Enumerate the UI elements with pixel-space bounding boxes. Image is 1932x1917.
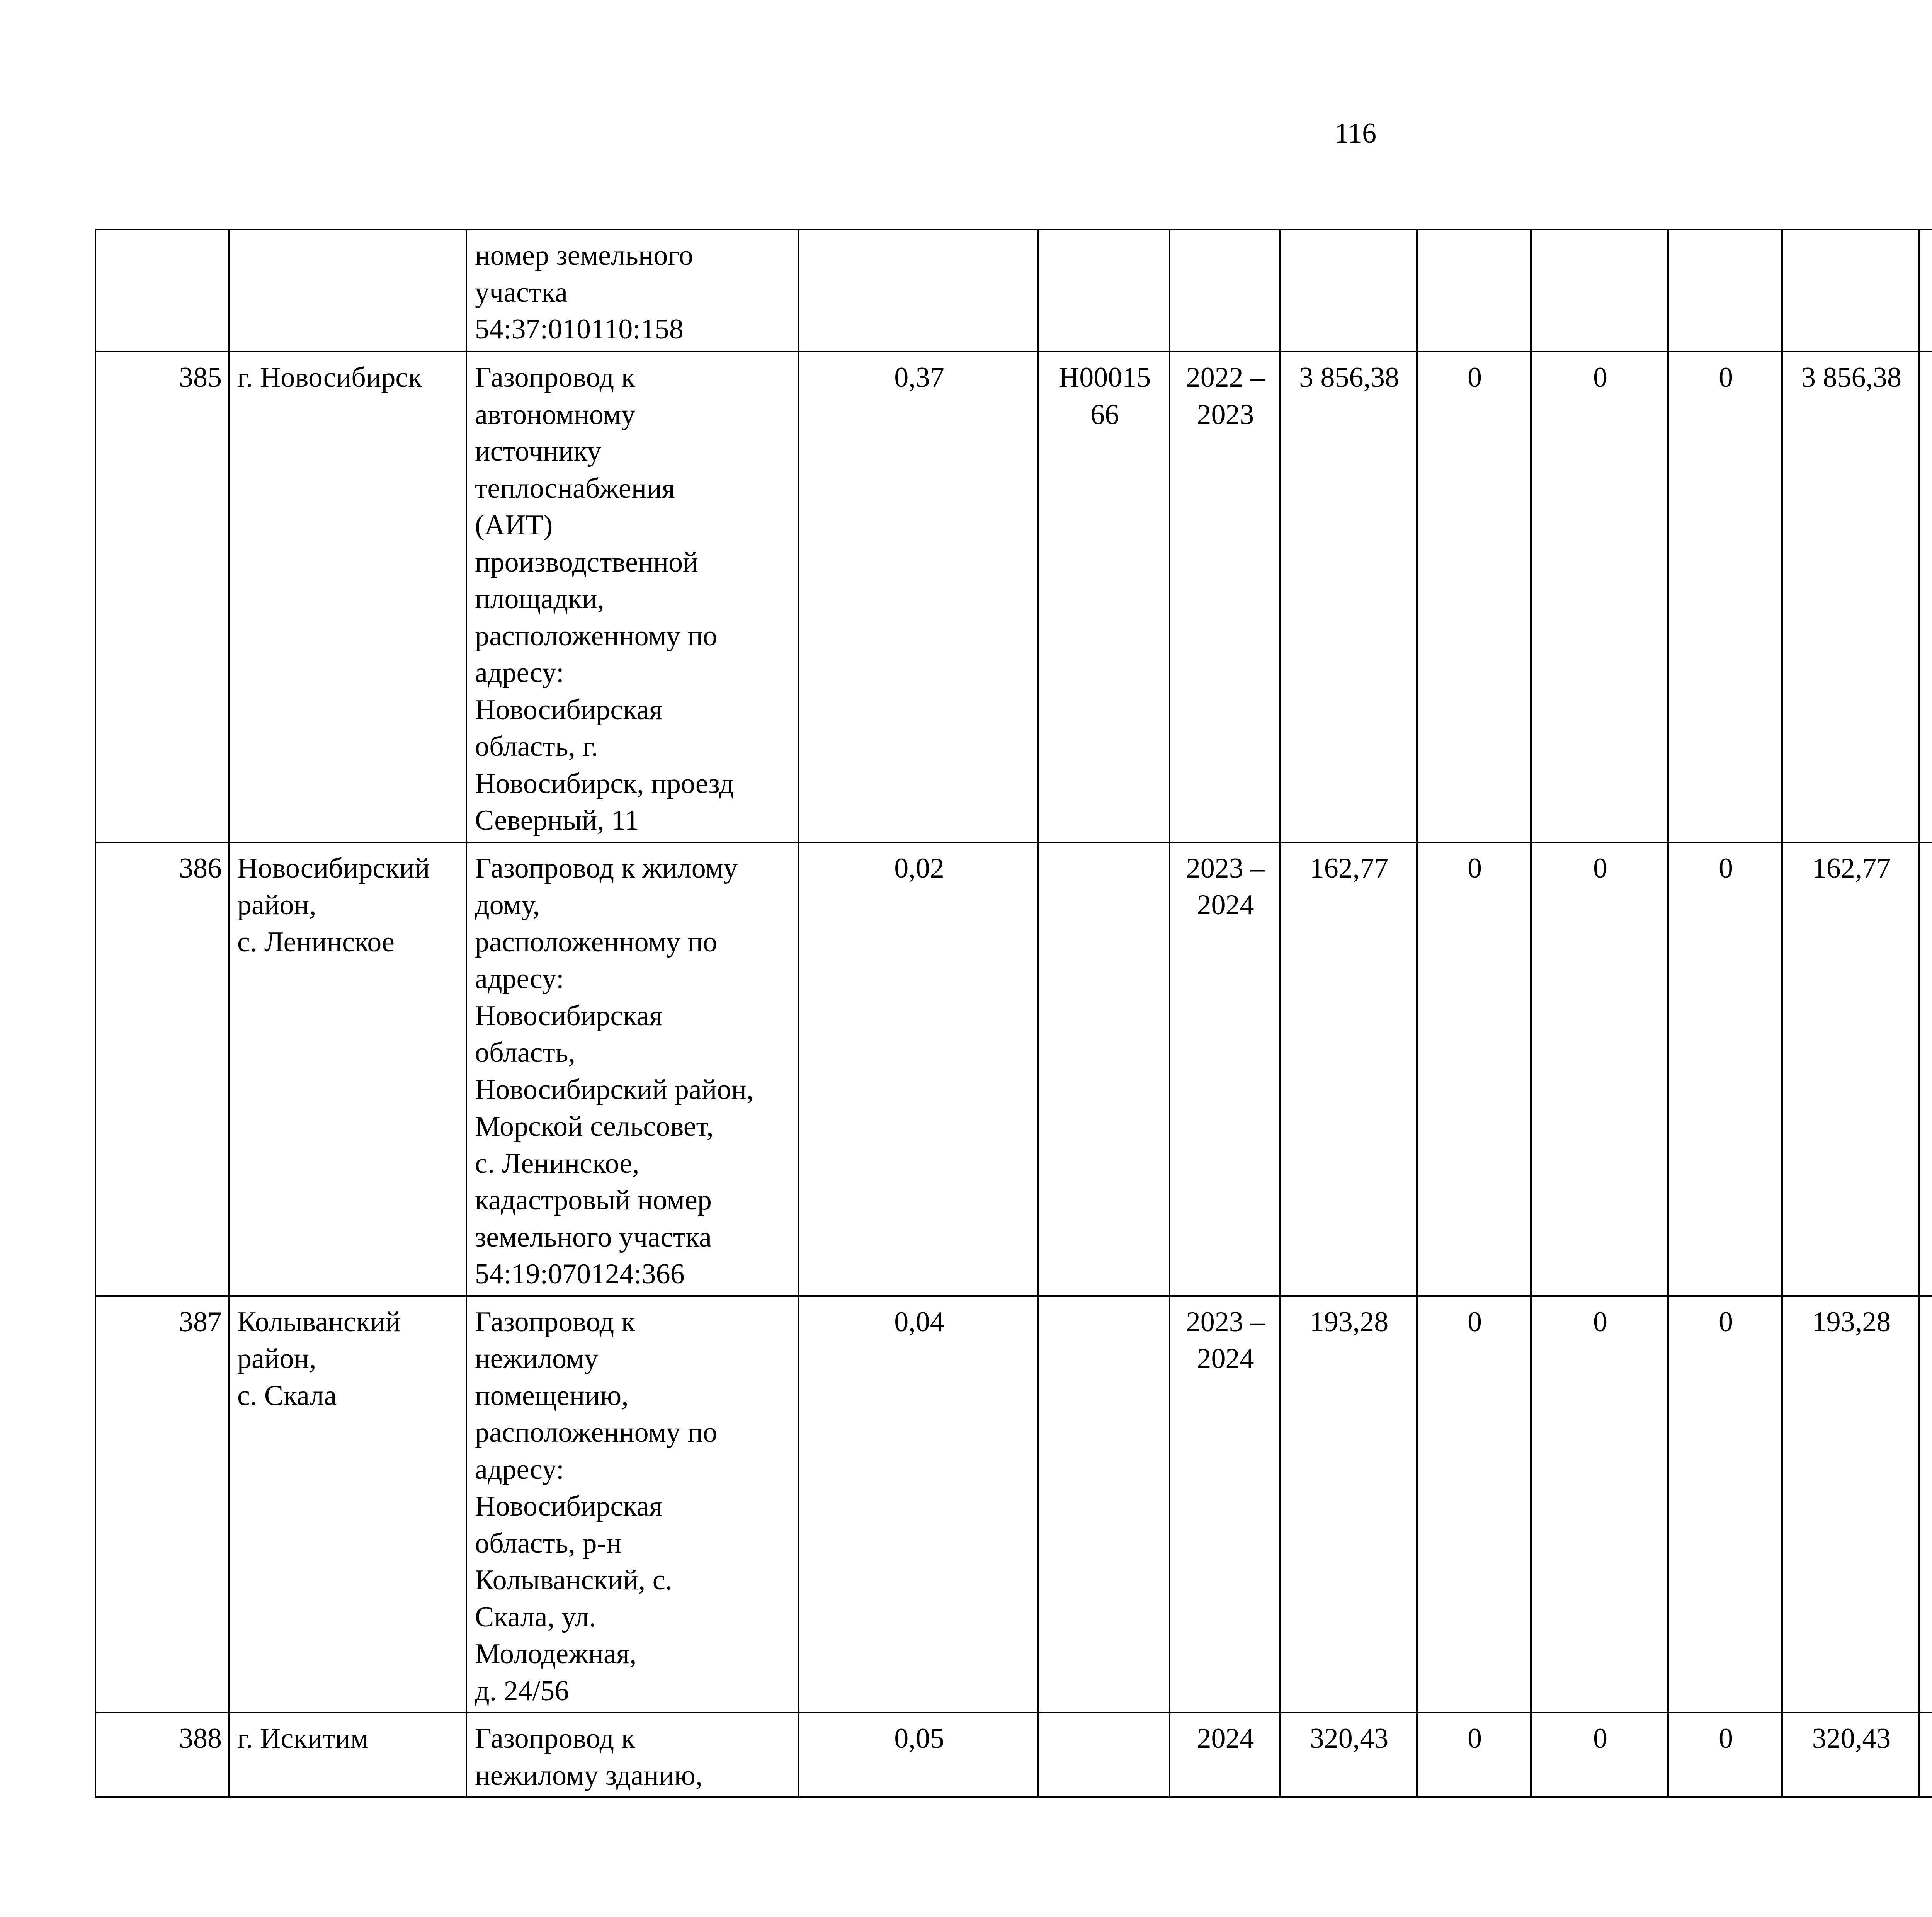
- cell-total: 162,77: [1280, 842, 1417, 1296]
- cell-code: [1038, 1713, 1170, 1797]
- cell-value-4: 193,28: [1782, 1296, 1919, 1713]
- cell-total: [1280, 230, 1417, 352]
- cell-value-2: 0: [1531, 1713, 1668, 1797]
- cell-years: 2023 – 2024: [1170, 1296, 1280, 1713]
- cell-value-3: 0: [1668, 1713, 1782, 1797]
- cell-number: 387: [95, 1296, 229, 1713]
- cell-value-1: 0: [1417, 1296, 1531, 1713]
- cell-length: 0,37: [799, 352, 1038, 842]
- cell-value-3: 0: [1668, 842, 1782, 1296]
- cell-total: 193,28: [1280, 1296, 1417, 1713]
- cell-length: 0,05: [799, 1713, 1038, 1797]
- cell-location: г. Искитим: [229, 1713, 466, 1797]
- cell-value-3: [1668, 230, 1782, 352]
- cell-value-2: 0: [1531, 1296, 1668, 1713]
- cell-value-1: 0: [1417, 352, 1531, 842]
- cell-description: Газопровод к жилому дому, расположенному по адресу: Новосибирская область, Новосибирский район, Морской сельсовет, с. Ленинское, кадастровый номер земельного участка 54:19:070124:366: [466, 842, 799, 1296]
- cell-description: Газопровод к нежилому зданию,: [466, 1713, 799, 1797]
- cell-number: 388: [95, 1713, 229, 1797]
- cell-organization: [1919, 230, 1932, 352]
- cell-organization: [1919, 1713, 1932, 1797]
- cell-description: Газопровод к автономному источнику теплоснабжения (АИТ) производственной площадки, расположенному по адресу: Новосибирская область, г. Новосибирск, проезд Северный, 11: [466, 352, 799, 842]
- cell-years: 2023 – 2024: [1170, 842, 1280, 1296]
- cell-number: 386: [95, 842, 229, 1296]
- table-row: [95, 1713, 1932, 1797]
- cell-years: [1170, 230, 1280, 352]
- table-row: [95, 1296, 1932, 1713]
- cell-description: номер земельного участка 54:37:010110:158: [466, 230, 799, 352]
- cell-total: 320,43: [1280, 1713, 1417, 1797]
- cell-code: [1038, 1296, 1170, 1713]
- cell-total: 3 856,38: [1280, 352, 1417, 842]
- cell-location: г. Новосибирск: [229, 352, 466, 842]
- cell-organization: [1919, 352, 1932, 842]
- cell-value-2: [1531, 230, 1668, 352]
- cell-code: [1038, 230, 1170, 352]
- table-row: [95, 230, 1932, 352]
- cell-location: Колыванский район, с. Скала: [229, 1296, 466, 1713]
- cell-value-1: 0: [1417, 842, 1531, 1296]
- cell-years: 2022 – 2023: [1170, 352, 1280, 842]
- cell-description: Газопровод к нежилому помещению, расположенному по адресу: Новосибирская область, р-н Колыванский, с. Скала, ул. Молодежная, д. 24/56: [466, 1296, 799, 1713]
- cell-length: 0,02: [799, 842, 1038, 1296]
- page-number: 116: [1334, 117, 1377, 149]
- cell-value-2: 0: [1531, 352, 1668, 842]
- cell-number: 385: [95, 352, 229, 842]
- cell-value-4: 3 856,38: [1782, 352, 1919, 842]
- cell-code: [1038, 842, 1170, 1296]
- cell-value-4: [1782, 230, 1919, 352]
- cell-value-4: 320,43: [1782, 1713, 1919, 1797]
- cell-value-3: 0: [1668, 352, 1782, 842]
- cell-value-3: 0: [1668, 1296, 1782, 1713]
- cell-value-2: 0: [1531, 842, 1668, 1296]
- investment-table: [95, 229, 1932, 1798]
- table-row: [95, 352, 1932, 842]
- cell-location: Новосибирский район, с. Ленинское: [229, 842, 466, 1296]
- table-row: [95, 842, 1932, 1296]
- cell-length: 0,04: [799, 1296, 1038, 1713]
- cell-years: 2024: [1170, 1713, 1280, 1797]
- cell-organization: [1919, 1296, 1932, 1713]
- cell-location: [229, 230, 466, 352]
- cell-number: [95, 230, 229, 352]
- cell-value-1: [1417, 230, 1531, 352]
- cell-length: [799, 230, 1038, 352]
- cell-organization: [1919, 842, 1932, 1296]
- cell-value-4: 162,77: [1782, 842, 1919, 1296]
- cell-value-1: 0: [1417, 1713, 1531, 1797]
- cell-code: Н00015 66: [1038, 352, 1170, 842]
